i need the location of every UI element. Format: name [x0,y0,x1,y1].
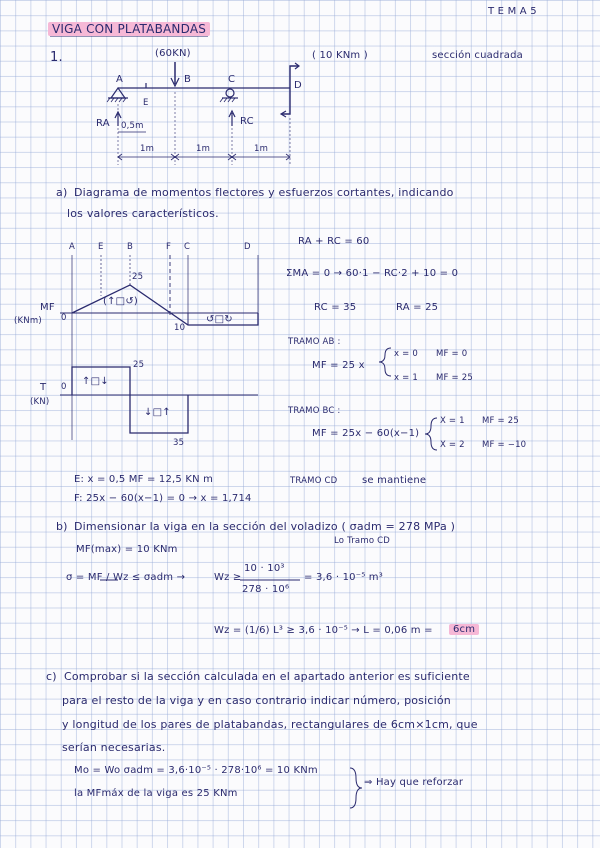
reaction-a-label: RA [96,118,110,129]
point-e-eq: E: x = 0,5 MF = 12,5 KN m [74,474,214,485]
wz-denominator: 278 · 10⁶ [242,584,290,595]
tramo-bc: TRAMO BC : [288,406,341,416]
eq-rc: RC = 35 [314,302,357,313]
part-b-note: Lo Tramo CD [334,536,390,546]
diag-label-b: B [127,242,134,252]
mf-max: MF(max) = 10 KNm [76,544,178,555]
ab-m1: MF = 25 [436,373,473,383]
tramo-cd: TRAMO CD [290,476,338,486]
span-3: 1m [254,144,269,154]
ab-x1: x = 1 [394,373,418,383]
diag-label-f: F [166,242,172,252]
point-e: E [143,98,149,108]
part-c-line-4: serían necesarias. [62,741,166,754]
brace-conclusion [350,768,362,808]
tramo-ab: TRAMO AB : [288,337,341,347]
mo-line: Mo = Wo σadm = 3,6·10⁻⁵ · 278·10⁶ = 10 KNm [74,765,318,776]
wz-numerator: 10 · 10³ [244,563,285,574]
diag-label-c: C [184,242,191,252]
offset-label: 0,5m [121,121,144,131]
diag-label-d: D [244,242,251,252]
load-label: (60KN) [155,48,191,59]
eq-ra: RA = 25 [396,302,439,313]
problem-number: 1. [50,50,63,65]
mf-sign-neg: ↺□↻ [206,314,233,325]
mf-sign-pos: (↑□↺) [103,296,139,307]
part-c-line-3: y longitud de los pares de platabandas, rectangulares de 6cm×1cm, que [62,718,478,731]
support-c [226,89,234,97]
final-answer: 6cm [449,624,479,635]
tema-label: T E M A 5 [488,6,537,17]
mf-max-line: la MFmáx de la viga es 25 KNm [74,788,238,799]
wz-side: Wz = (1/6) L³ ≥ 3,6 · 10⁻⁵ → L = 0,06 m = [214,625,433,636]
part-a-text-2: los valores característicos. [67,207,219,220]
part-b-label: b) [56,520,68,533]
ab-x0: x = 0 [394,349,418,359]
bc-m1: MF = 25 [482,416,519,426]
part-b-text: Dimensionar la viga en la sección del voladizo ( σadm = 278 MPa ) [74,520,456,533]
point-b: B [184,74,192,85]
t-sign-pos: ↑□↓ [82,376,109,387]
part-a-label: a) [56,186,68,199]
section-label: sección cuadrada [432,50,523,61]
eq-mf-bc: MF = 25x − 60(x−1) [312,428,420,439]
t-val-35: 35 [173,438,185,448]
part-a-text-1: Diagrama de momentos flectores y esfuerzos cortantes, indicando [74,186,454,199]
point-f-eq: F: 25x − 60(x−1) = 0 → x = 1,714 [74,493,252,504]
mf-axis-label: MF [40,302,55,313]
part-c-line-2: para el resto de la viga y en caso contrario indicar número, posición [62,694,451,707]
span-1: 1m [140,144,155,154]
point-c: C [228,74,236,85]
span-2: 1m [196,144,211,154]
bc-m2: MF = −10 [482,440,527,450]
wz-result: = 3,6 · 10⁻⁵ m³ [304,572,383,583]
t-axis-unit: (KN) [30,397,50,407]
point-d: D [294,80,302,91]
diag-label-a: A [69,242,76,252]
diag-label-e: E [98,242,104,252]
part-c-label: c) [46,670,57,683]
mf-zero: 0 [61,313,67,323]
t-val-25: 25 [133,360,145,370]
brace-bc [425,418,437,450]
point-a: A [116,74,124,85]
t-zero: 0 [61,382,67,392]
support-a [111,88,125,98]
bc-x1: X = 1 [440,416,465,426]
sigma-eq: σ = MF / Wz ≤ σadm → [66,572,186,583]
part-c-line-1: Comprobar si la sección calculada en el apartado anterior es suficiente [64,670,470,683]
eq-sum-forces: RA + RC = 60 [298,236,370,247]
reaction-c-label: RC [240,116,254,127]
mf-axis-unit: (KNm) [14,316,42,326]
t-sign-neg: ↓□↑ [144,407,171,418]
ab-m0: MF = 0 [436,349,468,359]
conclusion: ⇒ Hay que reforzar [364,777,464,788]
bc-x2: X = 2 [440,440,465,450]
moment-label: ( 10 KNm ) [312,50,368,61]
eq-sum-moments: ΣMA = 0 → 60·1 − RC·2 + 10 = 0 [286,268,459,279]
page-title: VIGA CON PLATABANDAS [48,22,210,36]
mf-val-25: 25 [132,272,144,282]
mf-val-10: 10 [174,323,186,333]
wz-lhs: Wz ≥ [214,572,242,583]
eq-mf-ab: MF = 25 x [312,360,365,371]
tramo-cd-note: se mantiene [362,475,427,486]
t-axis-label: T [40,382,47,393]
brace-ab [379,348,391,376]
